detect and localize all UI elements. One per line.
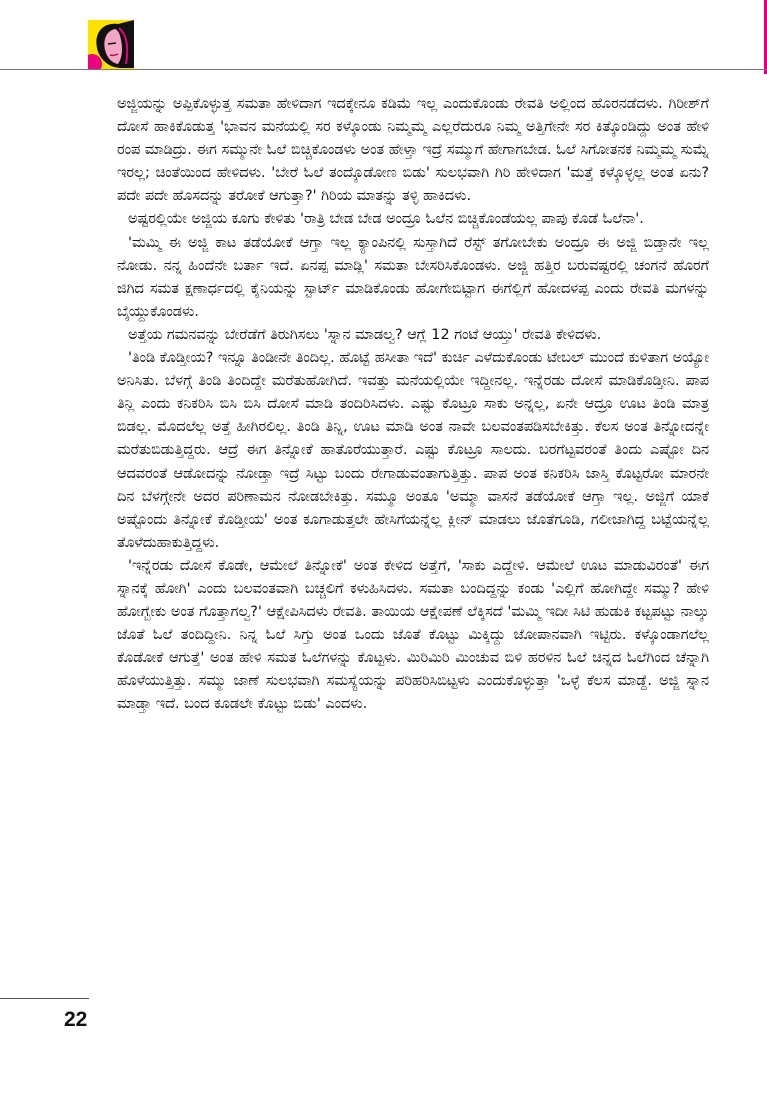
footer-rule <box>0 998 89 999</box>
woman-face-logo-icon <box>88 20 134 70</box>
paragraph: ಅಜ್ಜಿಯನ್ನು ಅಪ್ಪಿಕೊಳ್ಳುತ್ತ ಸಮತಾ ಹೇಳಿದಾಗ ಇದಕ್ಕೇನೂ ಕಡಿಮೆ ಇಲ್ಲ ಎಂದುಕೊಂಡು ರೇವತಿ ಅಲ್ಲಿಂದ ಹೊರನಡೆದಳು. ಗಿರೀಶ್‌ಗೆ ದೋಸೆ ಹಾಕಿಕೊಡುತ್ತ 'ಭಾವನ ಮನೆಯಲ್ಲಿ ಸರ ಕಳ್ಕೊಂಡು ನಿಮ್ಮಮ್ಮ ಎಲ್ಲರೆದುರೂ ನಿಮ್ಮ ಅತ್ತಿಗೇನೇ ಸರ ಕಿತ್ಕೊಂಡಿದ್ದು ಅಂತ ಹೇಳಿ ರಂಪ ಮಾಡಿದ್ರು. ಈಗ ಸಮ್ಮುನೇ ಓಲೆ ಬಿಚ್ಚಿಕೊಂಡಳು ಅಂತ ಹೇಳ್ತಾ ಇದ್ರೆ ಸಮ್ಮುಗೆ ಹೇಗಾಗಬೇಡ. ಓಲೆ ಸಿಗೋತನಕ ನಿಮ್ಮಮ್ಮ ಸುಮ್ನೆ ಇರಲ್ಲ; ಚಿಂತೆಯಿಂದ ಹೇಳಿದಳು. 'ಬೇರೆ ಓಲೆ ತಂದ್ಕೊಡೋಣ ಬಿಡು' ಸುಲಭವಾಗಿ ಗಿರಿ ಹೇಳಿದಾಗ 'ಮತ್ತೆ ಕಳ್ಕೊಳ್ಳಲ್ಲ ಅಂತ ಏನು? ಪದೇ ಪದೇ ಹೊಸದನ್ನು ತರೋಕೆ ಆಗುತ್ತಾ?' ಗಿರಿಯ ಮಾತನ್ನು ತಳ್ಳಿ ಹಾಕಿದಳು. <box>117 96 709 205</box>
paragraph: ಅತ್ತೆಯ ಗಮನವನ್ನು ಬೇರೆಡೆಗೆ ತಿರುಗಿಸಲು 'ಸ್ನಾನ ಮಾಡಲ್ವ? ಆಗ್ಲೆ 12 ಗಂಟೆ ಆಯ್ತು' ರೇವತಿ ಕೇಳಿದಳು. <box>128 326 602 343</box>
story-text <box>117 93 709 717</box>
paragraph: 'ಇನ್ನೆರಡು ದೋಸೆ ಕೊಡೇ, ಆಮೇಲೆ ತಿನ್ನೋಕೆ' ಅಂತ ಕೇಳಿದ ಅತ್ತೆಗೆ, 'ಸಾಕು ಎದ್ದೇಳಿ. ಆಮೇಲೆ ಊಟ ಮಾಡುವಿರಂತೆ' ಈಗ ಸ್ನಾನಕ್ಕೆ ಹೋಗಿ' ಎಂದು ಬಲವಂತವಾಗಿ ಬಚ್ಚಲಿಗೆ ಕಳುಹಿಸಿದಳು. ಸಮತಾ ಬಂದಿದ್ದನ್ನು ಕಂಡು 'ಎಲ್ಲಿಗೆ ಹೋಗಿದ್ದೇ ಸಮ್ಮು? ಹೇಳಿ ಹೋಗ್ಬೇಕು ಅಂತ ಗೊತ್ತಾಗಲ್ವ?' ಆಕ್ಷೇಪಿಸಿದಳು ರೇವತಿ. ತಾಯಿಯ ಆಕ್ಷೇಪಣೆ ಲೆಕ್ಕಿಸದೆ 'ಮಮ್ಮಿ ಇದೀ ಸಿಟಿ ಹುಡುಕಿ ಕಟ್ಟಪಟ್ಟು ನಾಲ್ಕು ಜೊತೆ ಓಲೆ ತಂದಿದ್ದೀನಿ. ನಿನ್ನ ಓಲೆ ಸಿಗ್ತು ಅಂತ ಒಂದು ಜೊತೆ ಕೊಟ್ಟು ಮಿಕ್ಕಿದ್ದು ಜೋಪಾನವಾಗಿ ಇಟ್ಟಿರು. ಕಳ್ಕೊಂಡಾಗಲೆಲ್ಲ ಕೊಡೋಕೆ ಆಗುತ್ತೆ' ಅಂತ ಹೇಳಿ ಸಮತ ಓಲೆಗಳನ್ನು ಕೊಟ್ಟಳು. ಮಿರಿಮಿರಿ ಮಿಂಚುವ ಬಿಳಿ ಹರಳಿನ ಓಲೆ ಚಿನ್ನದ ಓಲೆಗಿಂದ ಚೆನ್ನಾಗಿ ಹೊಳೆಯುತ್ತಿತ್ತು. ಸಮ್ಮು ಜಾಣೆ ಸುಲಭವಾಗಿ ಸಮಸ್ಯೆಯನ್ನು ಪರಿಹರಿಸಿಬಿಟ್ಟಳು ಎಂದುಕೊಳ್ಳುತ್ತಾ 'ಒಳ್ಳೆ ಕೆಲಸ ಮಾಡ್ದೆ. ಅಜ್ಜಿ ಸ್ನಾನ ಮಾಡ್ತಾ ಇದೆ. ಬಂದ ಕೂಡಲೇ ಕೊಟ್ಟು ಬಿಡು' ಎಂದಳು. <box>117 557 709 713</box>
paragraph: ಅಷ್ಟರಲ್ಲಿಯೇ ಅಜ್ಜಿಯ ಕೂಗು ಕೇಳಿತು 'ರಾತ್ರಿ ಬೇಡ ಬೇಡ ಅಂದ್ರೂ ಓಲೆನ ಬಿಚ್ಚಿಕೊಂಡೆಯಲ್ಲ ಪಾಪು ಕೊಡೆ ಓಲೆನಾ'. <box>128 211 644 228</box>
page-number: 22 <box>64 1008 88 1031</box>
header-rule <box>0 69 767 70</box>
paragraph: 'ಮಮ್ಮಿ ಈ ಅಜ್ಜಿ ಕಾಟ ತಡೆಯೋಕೆ ಆಗ್ತಾ ಇಲ್ಲ ಕ್ಯಾಂಪಿನಲ್ಲಿ ಸುಸ್ತಾಗಿದೆ ರೆಸ್ಟ್ ತಗೋಬೇಕು ಅಂದ್ರೂ ಈ ಅಜ್ಜಿ ಬಿಡ್ತಾನೇ ಇಲ್ಲ ನೋಡು. ನನ್ನ ಹಿಂದೆನೇ ಬರ್ತಾ ಇದೆ. ಏನಪ್ಪ ಮಾಡ್ಲಿ' ಸಮತಾ ಬೇಸರಿಸಿಕೊಂಡಳು. ಅಜ್ಜಿ ಹತ್ತಿರ ಬರುವಷ್ಟರಲ್ಲಿ ಚಂಗನೆ ಹೊರಗೆ ಜಿಗಿದ ಸಮತ ಕ್ಷಣಾರ್ಧದಲ್ಲಿ ಕೈನಿಯನ್ನು ಸ್ಟಾರ್ಟ್ ಮಾಡಿಕೊಂಡು ಹೋಗೇಬಿಟ್ಟಾಗ ಈಗೆಲ್ಲಿಗೆ ಹೋದಳಪ್ಪ ಎಂದು ರೇವತಿ ಮಗಳನ್ನು ಬೈಯ್ದುಕೊಂಡಳು. <box>117 234 709 320</box>
paragraph: 'ತಿಂಡಿ ಕೊಡ್ತೀಯ? ಇನ್ನೂ ತಿಂಡೀನೇ ತಿಂದಿಲ್ಲ. ಹೊಟ್ಟೆ ಹಸೀತಾ ಇದೆ' ಕುರ್ಚಿ ಎಳೆದುಕೊಂಡು ಟೇಬಲ್ ಮುಂದೆ ಕುಳಿತಾಗ ಅಯ್ಯೋ ಅನಿಸಿತು. ಬೆಳಗ್ಗೆ ತಿಂಡಿ ತಿಂದಿದ್ದೇ ಮರೆತುಹೋಗಿದೆ. ಇವತ್ತು ಮನೆಯಲ್ಲಿಯೇ ಇದ್ದೀನಲ್ಲ. ಇನ್ನೆರಡು ದೋಸೆ ಮಾಡಿಕೊಡ್ತೀನಿ. ಪಾಪ ತಿನ್ಲಿ ಎಂದು ಕನಿಕರಿಸಿ ಬಿಸಿ ಬಿಸಿ ದೋಸೆ ಮಾಡಿ ತಂದಿರಿಸಿದಳು. ಎಷ್ಟು ಕೊಟ್ರೂ ಸಾಕು ಅನ್ನಲ್ಲ, ಏನೇ ಆದ್ರೂ ಊಟ ತಿಂಡಿ ಮಾತ್ರ ಬಿಡಲ್ಲ. ಮೊದಲೆಲ್ಲ ಅತ್ತೆ ಹೀಗಿರಲಿಲ್ಲ. ತಿಂಡಿ ತಿನ್ನಿ, ಊಟ ಮಾಡಿ ಅಂತ ನಾವೇ ಬಲವಂತಪಡಿಸಬೇಕಿತ್ತು. ಕೆಲಸ ಅಂತ ತಿನ್ನೋದನ್ನೇ ಮರೆತುಬಿಡುತ್ತಿದ್ದರು. ಆದ್ರೆ ಈಗ ತಿನ್ನೋಕೆ ಹಾತೊರೆಯುತ್ತಾರೆ. ಎಷ್ಟು ಕೊಟ್ರೂ ಸಾಲದು. ಬರಗೆಟ್ಟವರಂತೆ ತಿಂದು ಎಷ್ಟೋ ದಿನ ಆದವರಂತೆ ಆಡೋದನ್ನು ನೋಡ್ತಾ ಇದ್ರೆ ಸಿಟ್ಟು ಬಂದು ರೇಗಾಡುವಂತಾಗುತ್ತಿತ್ತು. ಪಾಪ ಅಂತ ಕನಿಕರಿಸಿ ಜಾಸ್ತಿ ಕೊಟ್ಟರೋ ಮಾರನೇ ದಿನ ಬೆಳಗ್ಗೇನೇ ಅದರ ಪರಿಣಾಮನ ನೋಡಬೇಕಿತ್ತು. ಸಮ್ಮೂ ಅಂತೂ 'ಅಮ್ಮಾ ವಾಸನೆ ತಡೆಯೋಕೆ ಆಗ್ತಾ ಇಲ್ಲ. ಅಜ್ಜಿಗೆ ಯಾಕೆ ಅಷ್ಟೊಂದು ತಿನ್ನೋಕೆ ಕೊಡ್ತೀಯ' ಅಂತ ಕೂಗಾಡುತ್ತಲೇ ಹೇಸಿಗೆಯನ್ನೆಲ್ಲ ಕ್ಲೀನ್ ಮಾಡಲು ಜೊತೆಗೂಡಿ, ಗಲೀಜಾಗಿದ್ದ ಬಟ್ಟೆಯನ್ನೆಲ್ಲ ತೊಳೆದುಹಾಕುತ್ತಿದ್ದಳು. <box>117 350 709 551</box>
